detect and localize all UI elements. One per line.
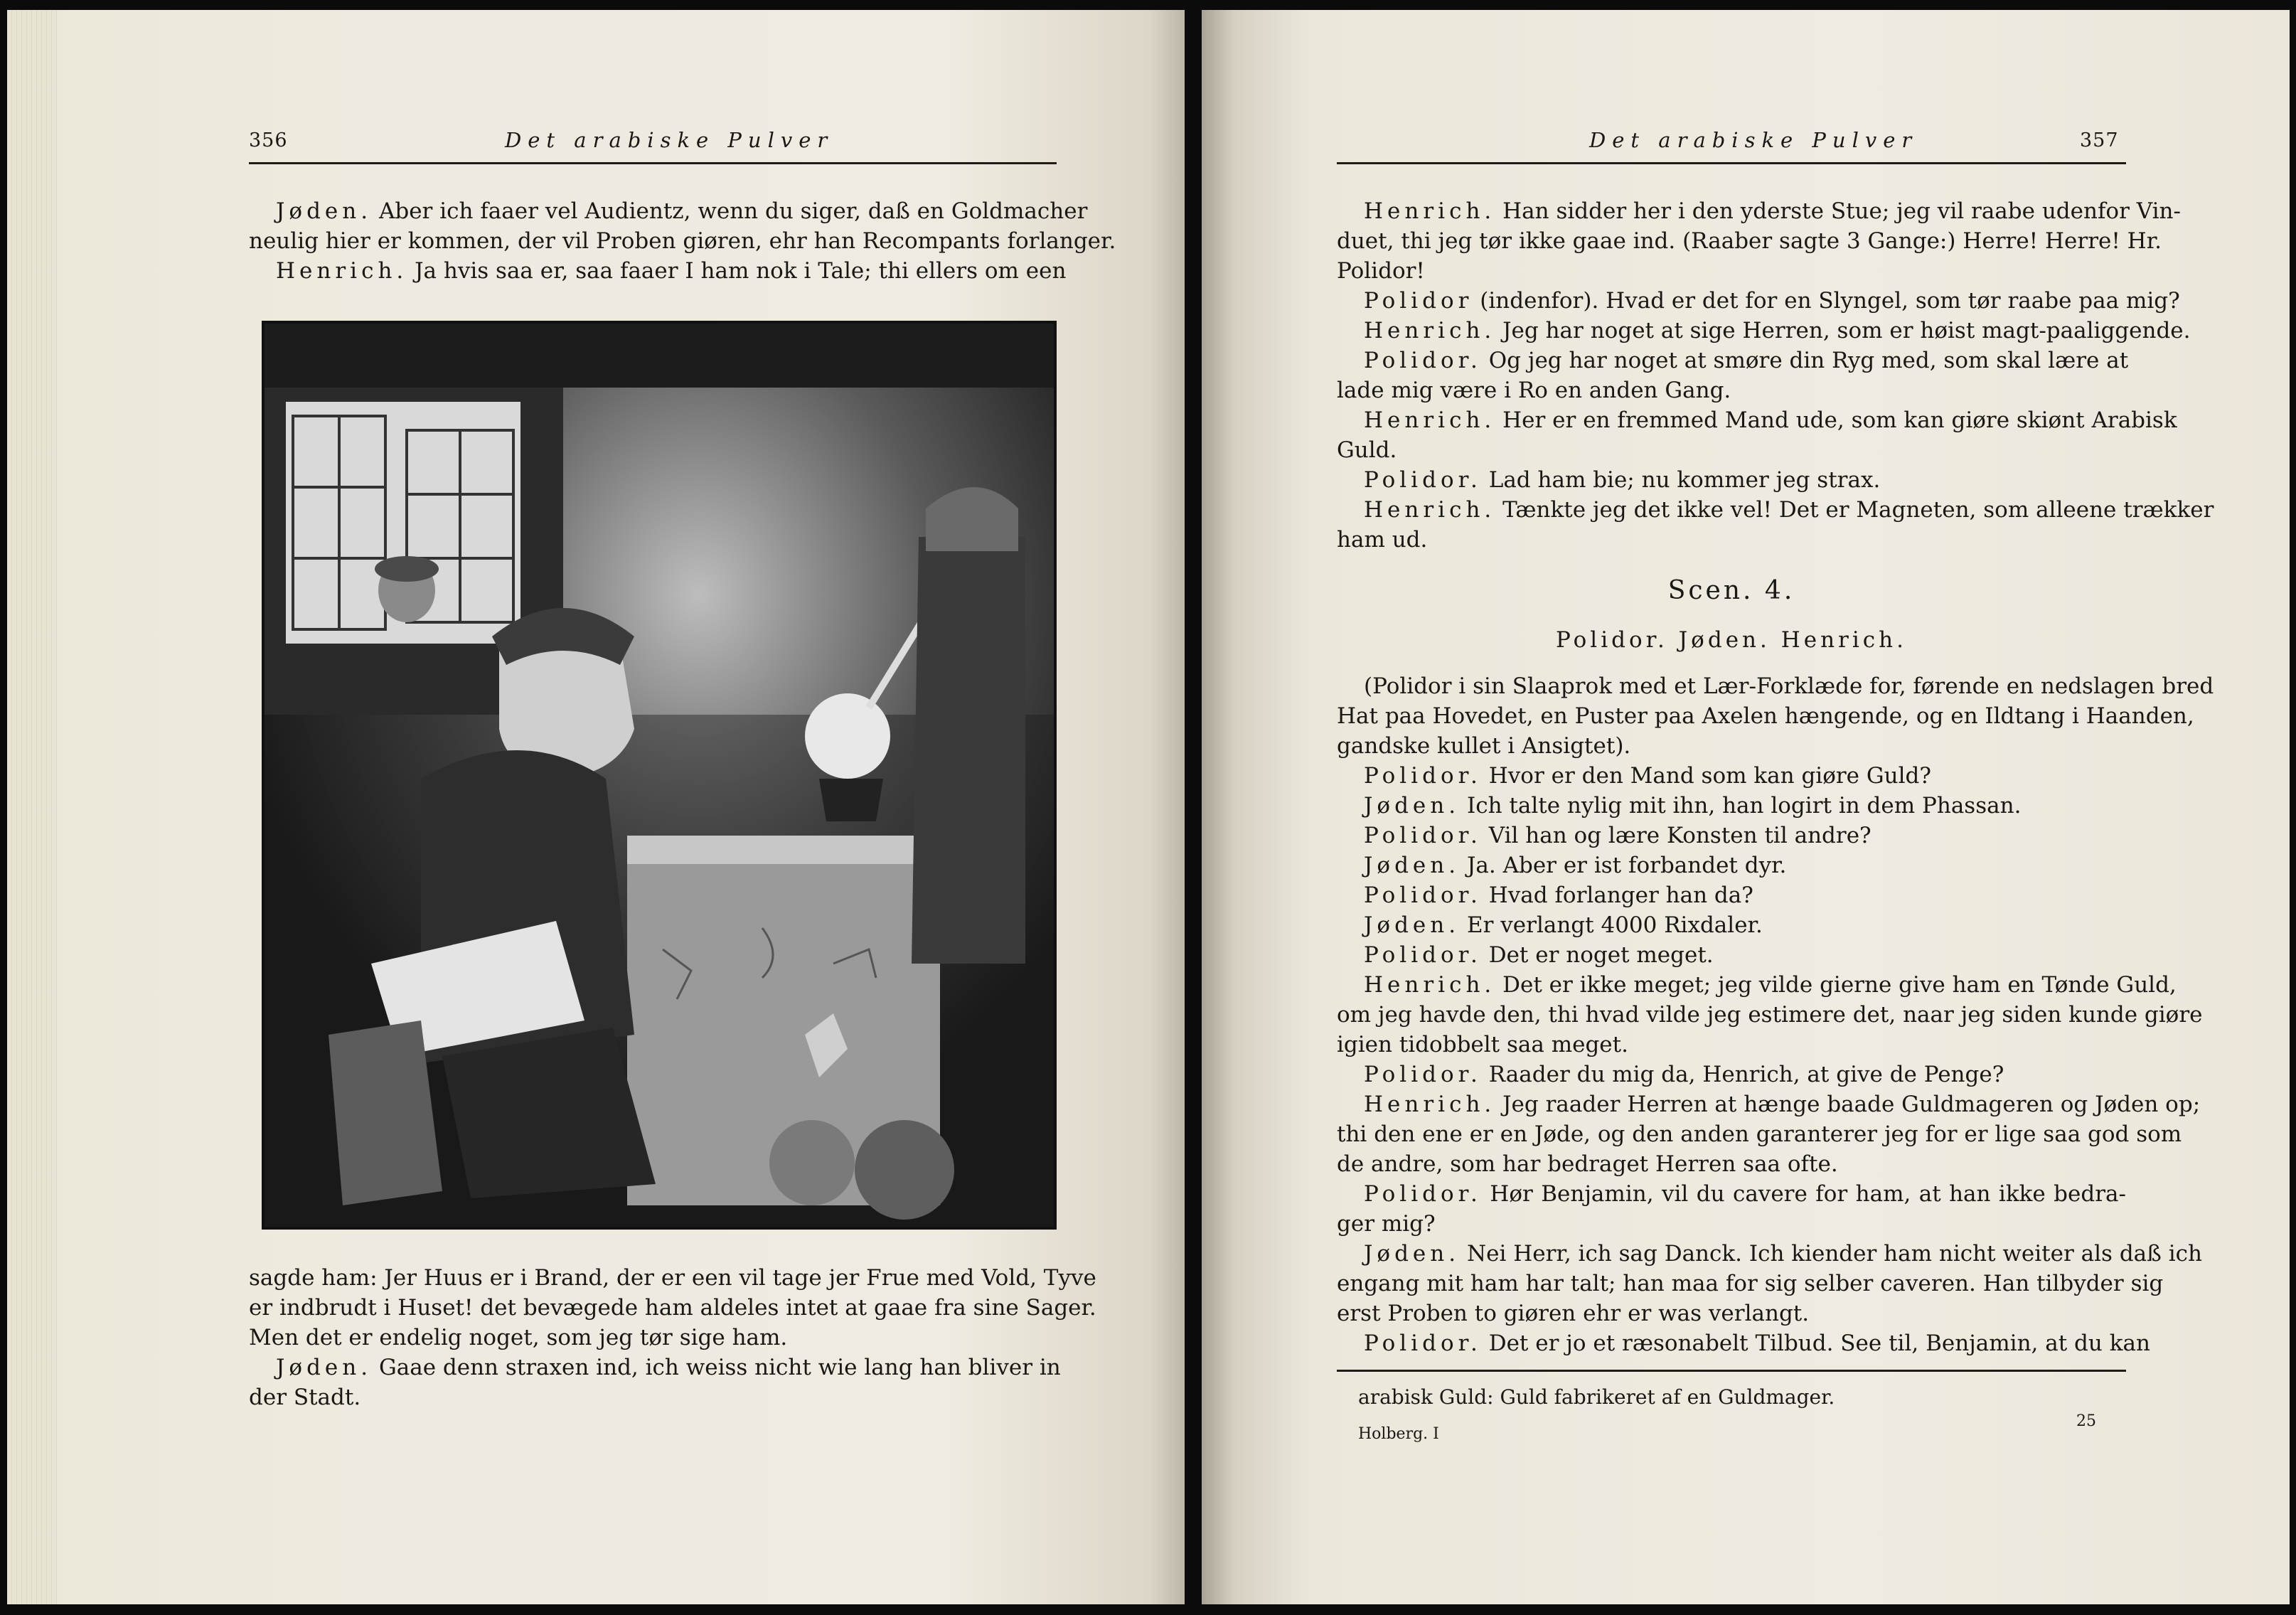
text-line	[1337, 940, 2126, 970]
text-line	[1337, 731, 2126, 761]
text-line	[1337, 316, 2191, 346]
footnote: arabisk Guld: Guld fabrikeret af en Guldmager.	[1358, 1385, 1835, 1409]
line-text: Hat paa Hovedet, en Puster paa Axelen hængende, og en Ildtang i Haanden,	[1337, 703, 2194, 729]
signature-mark: Holberg. I	[1358, 1425, 1439, 1443]
line-text: gandske kullet i Ansigtet).	[1337, 733, 1631, 759]
speaker-name: Jøden.	[1364, 793, 1461, 819]
footnote-rule	[1337, 1370, 2126, 1372]
text-line	[1337, 761, 2126, 791]
speaker-name: Jøden.	[276, 1355, 373, 1380]
text-line	[1337, 256, 2126, 286]
text-line	[1337, 1179, 2126, 1209]
line-text: Og jeg har noget at smøre din Ryg med, som skal lære at	[1488, 348, 2129, 373]
text-line	[1337, 671, 2214, 701]
illustration-alchemist	[262, 321, 1057, 1230]
line-text: Det er ikke meget; jeg vilde gierne give ham en Tønde Guld,	[1502, 972, 2177, 998]
line-text: Tænkte jeg det ikke vel! Det er Magneten, som alleene trækker	[1502, 497, 2214, 523]
speaker-name: Jøden.	[1364, 853, 1461, 878]
text-line	[249, 1382, 1057, 1412]
line-text: der Stadt.	[249, 1385, 361, 1410]
line-text: Han sidder her i den yderste Stue; jeg vil raabe udenfor Vin-	[1502, 198, 2181, 224]
text-line	[1337, 1030, 2126, 1060]
line-text: (Polidor i sin Slaaprok med et Lær-Forklæde for, førende en nedslagen bred	[1364, 673, 2214, 699]
line-text: Lad ham bie; nu kommer jeg strax.	[1488, 467, 1881, 493]
text-block-top	[249, 196, 1116, 286]
speaker-name: Polidor.	[1364, 467, 1482, 493]
left-page	[7, 10, 1185, 1604]
line-text: Ja. Aber er ist forbandet dyr.	[1466, 853, 1787, 878]
text-line	[1337, 851, 2126, 880]
text-line	[249, 1263, 1096, 1293]
line-text: Gaae denn straxen ind, ich weiss nicht wie lang han bliver in	[378, 1355, 1061, 1380]
text-line	[1337, 375, 2126, 405]
speaker-name: Polidor.	[1364, 1062, 1482, 1087]
speaker-name: Polidor	[1364, 288, 1473, 314]
text-line	[1337, 1269, 2164, 1299]
text-block-dialogue-b	[1337, 671, 2214, 1358]
line-text: Raader du mig da, Henrich, at give de Penge?	[1488, 1062, 2004, 1087]
line-text: engang mit ham har talt; han maa for sig selber caveren. Han tilbyder sig	[1337, 1271, 2164, 1296]
speaker-name: Jøden.	[1364, 912, 1461, 938]
line-text: duet, thi jeg tør ikke gaae ind. (Raaber sagte 3 Gange:) Herre! Herre! Hr.	[1337, 228, 2162, 254]
speaker-name: Polidor.	[1364, 763, 1482, 789]
text-line	[1337, 196, 2181, 226]
line-text: Ja hvis saa er, saa faaer I ham nok i Tale; thi ellers om een	[415, 258, 1067, 284]
line-text: Nei Herr, ich sag Danck. Ich kiender ham nicht weiter als daß ich	[1466, 1241, 2202, 1267]
page-edge	[7, 10, 57, 1604]
text-line	[249, 1293, 1096, 1323]
line-text: neulig hier er kommen, der vil Proben giøren, ehr han Recompants forlanger.	[249, 228, 1116, 254]
speaker-name: Polidor.	[1364, 823, 1482, 848]
line-text: Polidor!	[1337, 258, 1425, 284]
header-rule	[1337, 162, 2126, 164]
line-text: Hvor er den Mand som kan giøre Guld?	[1488, 763, 1931, 789]
text-line	[249, 1323, 1057, 1353]
text-block-dialogue-a	[1337, 196, 2214, 555]
speaker-name: Polidor.	[1364, 1331, 1482, 1356]
line-text: Er verlangt 4000 Rixdaler.	[1466, 912, 1763, 938]
line-text: Vil han og lære Konsten til andre?	[1488, 823, 1871, 848]
speaker-name: Jøden.	[1364, 1241, 1461, 1267]
text-line	[1337, 791, 2126, 821]
text-line	[1337, 1089, 2201, 1119]
text-line	[249, 226, 1116, 256]
line-text: Jeg raader Herren at hænge baade Guldmageren og Jøden op;	[1502, 1092, 2201, 1117]
engraving-image	[265, 324, 1054, 1227]
speaker-name: Henrich.	[276, 258, 408, 284]
text-line	[1337, 1149, 2126, 1179]
text-line	[1337, 880, 2126, 910]
line-text: er indbrudt i Huset! det bevægede ham aldeles intet at gaae fra sine Sager.	[249, 1295, 1096, 1321]
speaker-name: Henrich.	[1364, 407, 1496, 433]
text-line	[1337, 1299, 2126, 1328]
speaker-name: Jøden.	[276, 198, 373, 224]
line-text: ger mig?	[1337, 1211, 1436, 1237]
line-text: Hvad forlanger han da?	[1488, 883, 1753, 908]
line-text: Det er noget meget.	[1488, 942, 1714, 968]
text-line	[1337, 910, 2126, 940]
speaker-name: Henrich.	[1364, 497, 1496, 523]
text-line	[1337, 286, 2180, 316]
text-line	[1337, 1060, 2126, 1089]
scene-persons: Polidor. Jøden. Henrich.	[1556, 627, 1907, 653]
speaker-name: Henrich.	[1364, 198, 1496, 224]
text-line	[1337, 495, 2214, 525]
text-line	[1337, 821, 2126, 851]
page-number: 357	[2080, 129, 2119, 151]
text-line	[249, 256, 1067, 286]
speaker-name: Henrich.	[1364, 1092, 1496, 1117]
line-text: Det er jo et ræsonabelt Tilbud. See til, Benjamin, at du kan	[1488, 1331, 2150, 1356]
header-rule	[249, 162, 1057, 164]
line-text: Hør Benjamin, vil du cavere for ham, at han ikke bedra-	[1490, 1181, 2126, 1207]
text-line	[1337, 1328, 2150, 1358]
line-text: sagde ham: Jer Huus er i Brand, der er een vil tage jer Frue med Vold, Tyve	[249, 1265, 1096, 1291]
sheet-number: 25	[2076, 1412, 2096, 1430]
line-text: Her er en fremmed Mand ude, som kan giøre skiønt Arabisk	[1502, 407, 2177, 433]
speaker-name: Polidor.	[1364, 883, 1482, 908]
text-line	[1337, 435, 2126, 465]
text-line	[1337, 525, 2126, 555]
right-page	[1202, 10, 2290, 1604]
line-text: (indenfor). Hvad er det for en Slyngel, som tør raabe paa mig?	[1480, 288, 2180, 314]
line-text: thi den ene er en Jøde, og den anden garanterer jeg for er lige saa god som	[1337, 1121, 2182, 1147]
text-line	[1337, 1000, 2203, 1030]
line-text: Aber ich faaer vel Audientz, wenn du siger, daß en Goldmacher	[378, 198, 1088, 224]
text-line	[1337, 701, 2194, 731]
speaker-name: Henrich.	[1364, 318, 1496, 343]
line-text: lade mig være i Ro en anden Gang.	[1337, 378, 1731, 403]
text-line	[249, 196, 1088, 226]
scene-heading: Scen. 4.	[1667, 576, 1795, 605]
line-text: de andre, som har bedraget Herren saa ofte.	[1337, 1151, 1838, 1177]
line-text: ham ud.	[1337, 527, 1428, 553]
text-line	[249, 1353, 1061, 1382]
line-text: Ich talte nylig mit ihn, han logirt in dem Phassan.	[1466, 793, 2022, 819]
speaker-name: Polidor.	[1364, 1181, 1482, 1207]
line-text: Guld.	[1337, 437, 1397, 463]
line-text: om jeg havde den, thi hvad vilde jeg estimere det, naar jeg siden kunde giøre	[1337, 1002, 2203, 1028]
speaker-name: Polidor.	[1364, 942, 1482, 968]
text-line	[1337, 226, 2162, 256]
text-line	[1337, 970, 2177, 1000]
line-text: erst Proben to giøren ehr er was verlangt.	[1337, 1301, 1810, 1326]
text-line	[1337, 1119, 2182, 1149]
speaker-name: Polidor.	[1364, 348, 1482, 373]
speaker-name: Henrich.	[1364, 972, 1496, 998]
line-text: Jeg har noget at sige Herren, som er høist magt-paaliggende.	[1502, 318, 2191, 343]
running-head: Det arabiske Pulver	[505, 128, 834, 152]
text-line	[1337, 1209, 2126, 1239]
line-text: igien tidobbelt saa meget.	[1337, 1032, 1628, 1057]
running-head: Det arabiske Pulver	[1589, 128, 1918, 152]
page-number: 356	[249, 129, 288, 151]
text-line	[1337, 465, 2126, 495]
text-block-bottom	[249, 1263, 1096, 1412]
line-text: Men det er endelig noget, som jeg tør sige ham.	[249, 1325, 788, 1350]
text-line	[1337, 346, 2129, 375]
text-line	[1337, 405, 2177, 435]
text-line	[1337, 1239, 2202, 1269]
